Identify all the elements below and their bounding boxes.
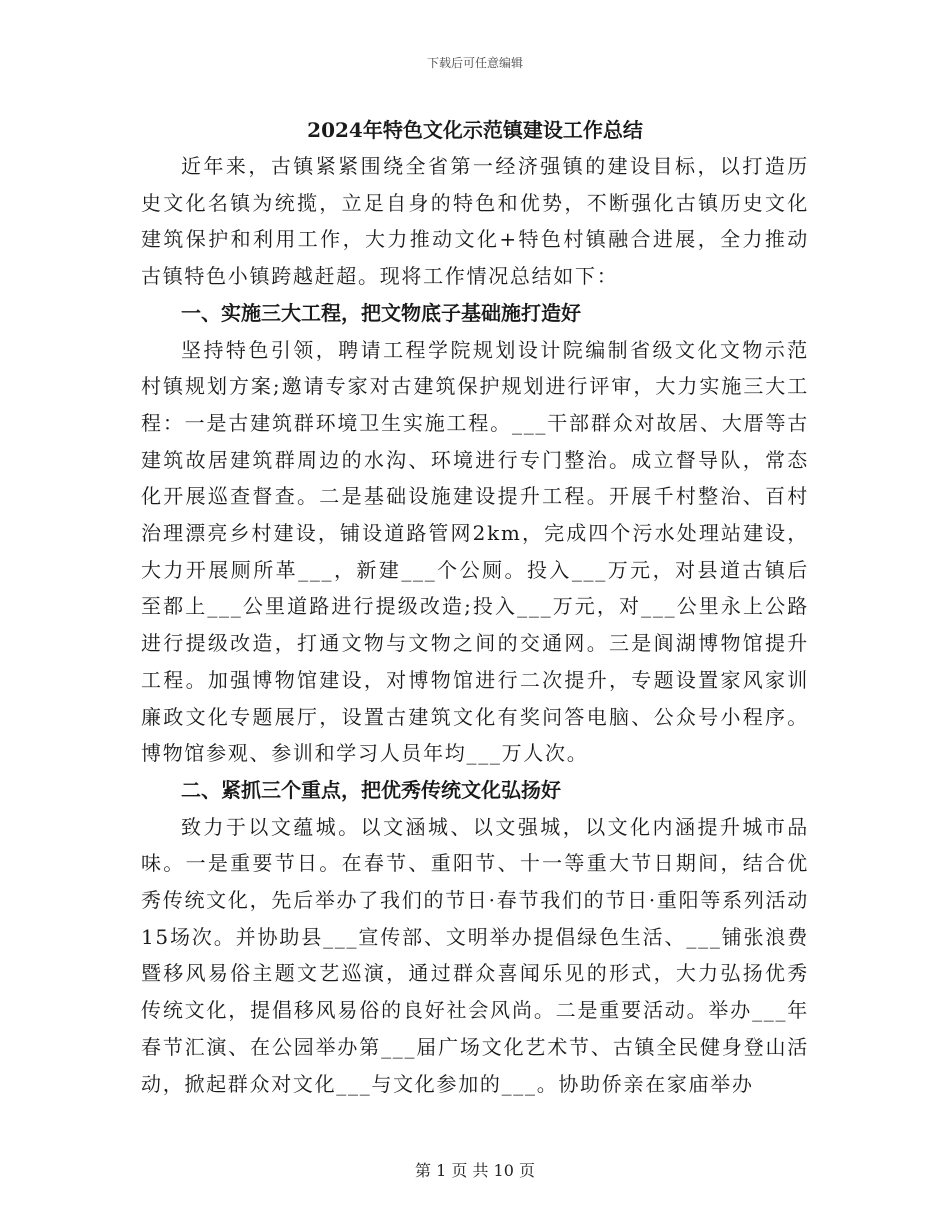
- page-header-note: 下载后可任意编辑: [426, 56, 523, 70]
- intro-paragraph: 近年来，古镇紧紧围绕全省第一经济强镇的建设目标，以打造历史文化名镇为统揽，立足自身的特色和优势，不断强化古镇历史文化建筑保护和利用工作，大力推动文化+特色村镇融合进展，全力推动古镇特色小镇跨越赶超。现将工作情况总结如下：: [141, 154, 809, 289]
- page-number-footer: 第 1 页 共 10 页: [415, 1161, 535, 1180]
- section-2-heading: 二、紧抓三个重点，把优秀传统文化弘扬好: [181, 777, 561, 802]
- document-body: [141, 112, 809, 1102]
- document-title: 2024年特色文化示范镇建设工作总结: [307, 118, 643, 142]
- section-1-heading: 一、实施三大工程，把文物底子基础施打造好: [181, 300, 581, 325]
- section-1-paragraph: 坚持特色引领，聘请工程学院规划设计院编制省级文化文物示范村镇规划方案;邀请专家对古建筑保护规划进行评审，大力实施三大工程：一是古建筑群环境卫生实施工程。___干部群众对故居、大厝等古建筑故居建筑群周边的水沟、环境进行专门整治。成立督导队，常态化开展巡查督查。二是基础设施建设提升工程。开展千村整治、百村治理漂亮乡村建设，铺设道路管网2km，完成四个污水处理站建设，大力开展厕所革___，新建___个公厕。投入___万元，对县道古镇后至都上___公里道路进行提级改造;投入___万元，对___公里永上公路进行提级改造，打通文物与文物之间的交通网。三是阆湖博物馆提升工程。加强博物馆建设，对博物馆进行二次提升，专题设置家风家训廉政文化专题展厅，设置古建筑文化有奖问答电脑、公众号小程序。博物馆参观、参训和学习人员年均___万人次。: [141, 337, 809, 766]
- section-2-paragraph: 致力于以文蕴城。以文涵城、以文强城，以文化内涵提升城市品味。一是重要节日。在春节、重阳节、十一等重大节日期间，结合优秀传统文化，先后举办了我们的节日·春节我们的节日·重阳等系列活动15场次。并协助县___宣传部、文明举办提倡绿色生活、___铺张浪费暨移风易俗主题文艺巡演，通过群众喜闻乐见的形式，大力弘扬优秀传统文化，提倡移风易俗的良好社会风尚。二是重要活动。举办___年春节汇演、在公园举办第___届广场文化艺术节、古镇全民健身登山活动，掀起群众对文化___与文化参加的___。协助侨亲在家庙举办: [141, 814, 809, 1096]
